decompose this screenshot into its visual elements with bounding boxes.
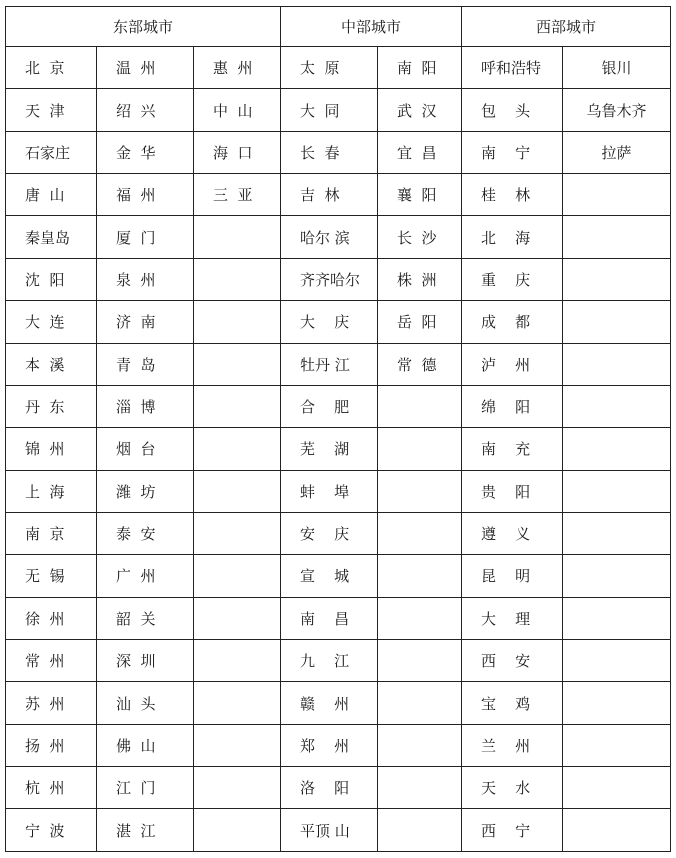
table-cell-west-col-2: [563, 555, 671, 597]
table-cell-central-col-1: 合 肥: [281, 386, 378, 428]
table-cell-central-col-2: [378, 471, 462, 513]
table-cell-central-col-2: 常 德: [378, 344, 462, 386]
table-cell-east-col-3: [194, 725, 281, 767]
table-cell-central-col-1: 长 春: [281, 132, 378, 174]
table-cell-east-col-2: 温 州: [97, 47, 194, 89]
table-cell-central-col-1: 齐齐哈尔: [281, 259, 378, 301]
table-cell-east-col-1: 本 溪: [6, 344, 97, 386]
table-cell-central-col-1: 大 庆: [281, 301, 378, 343]
table-cell-west-col-2: [563, 216, 671, 258]
table-cell-west-col-1: 昆 明: [462, 555, 563, 597]
table-cell-east-col-3: [194, 301, 281, 343]
table-cell-west-col-1: 绵 阳: [462, 386, 563, 428]
table-cell-west-col-2: [563, 725, 671, 767]
table-cell-central-col-2: [378, 598, 462, 640]
table-cell-east-col-2: 泰 安: [97, 513, 194, 555]
table-cell-central-col-1: 吉 林: [281, 174, 378, 216]
table-cell-central-col-1: 宣 城: [281, 555, 378, 597]
table-cell-central-col-1: 平顶 山: [281, 809, 378, 851]
table-cell-east-col-1: 石家庄: [6, 132, 97, 174]
table-cell-central-col-2: [378, 386, 462, 428]
header-west-cities: 西部城市: [462, 7, 671, 47]
table-cell-central-col-1: 郑 州: [281, 725, 378, 767]
table-cell-east-col-3: [194, 386, 281, 428]
table-cell-central-col-2: 株 洲: [378, 259, 462, 301]
table-cell-central-col-1: 九 江: [281, 640, 378, 682]
table-cell-central-col-2: [378, 767, 462, 809]
table-cell-east-col-3: 三 亚: [194, 174, 281, 216]
table-cell-west-col-1: 桂 林: [462, 174, 563, 216]
table-cell-west-col-2: [563, 598, 671, 640]
table-cell-east-col-3: [194, 682, 281, 724]
table-cell-west-col-2: 乌鲁木齐: [563, 89, 671, 131]
table-cell-west-col-1: 兰 州: [462, 725, 563, 767]
table-cell-west-col-1: 南 充: [462, 428, 563, 470]
table-cell-west-col-1: 重 庆: [462, 259, 563, 301]
table-cell-east-col-1: 上 海: [6, 471, 97, 513]
table-cell-west-col-2: [563, 767, 671, 809]
table-cell-east-col-2: 湛 江: [97, 809, 194, 851]
table-cell-east-col-3: [194, 555, 281, 597]
table-cell-central-col-1: 大 同: [281, 89, 378, 131]
table-cell-east-col-2: 金 华: [97, 132, 194, 174]
table-cell-east-col-3: [194, 344, 281, 386]
table-cell-west-col-2: [563, 301, 671, 343]
table-cell-east-col-3: 中 山: [194, 89, 281, 131]
table-cell-east-col-2: 济 南: [97, 301, 194, 343]
table-cell-east-col-2: 韶 关: [97, 598, 194, 640]
table-cell-central-col-2: [378, 682, 462, 724]
table-cell-central-col-2: 南 阳: [378, 47, 462, 89]
table-cell-east-col-1: 苏 州: [6, 682, 97, 724]
table-cell-central-col-1: 洛 阳: [281, 767, 378, 809]
table-cell-east-col-2: 深 圳: [97, 640, 194, 682]
table-cell-west-col-2: [563, 386, 671, 428]
table-cell-central-col-2: [378, 809, 462, 851]
table-cell-central-col-2: 宜 昌: [378, 132, 462, 174]
table-cell-central-col-1: 太 原: [281, 47, 378, 89]
table-cell-west-col-1: 宝 鸡: [462, 682, 563, 724]
table-cell-central-col-1: 安 庆: [281, 513, 378, 555]
table-cell-central-col-1: 蚌 埠: [281, 471, 378, 513]
table-cell-west-col-2: [563, 428, 671, 470]
table-cell-central-col-1: 南 昌: [281, 598, 378, 640]
table-cell-central-col-2: 长 沙: [378, 216, 462, 258]
table-cell-west-col-2: 银川: [563, 47, 671, 89]
table-cell-central-col-1: 赣 州: [281, 682, 378, 724]
table-cell-east-col-1: 秦皇岛: [6, 216, 97, 258]
table-cell-west-col-2: [563, 174, 671, 216]
table-cell-east-col-3: [194, 259, 281, 301]
table-cell-east-col-1: 唐 山: [6, 174, 97, 216]
table-cell-central-col-2: 岳 阳: [378, 301, 462, 343]
table-cell-west-col-2: [563, 471, 671, 513]
table-cell-central-col-1: 哈尔 滨: [281, 216, 378, 258]
table-cell-east-col-1: 丹 东: [6, 386, 97, 428]
table-cell-east-col-1: 扬 州: [6, 725, 97, 767]
table-cell-east-col-3: [194, 428, 281, 470]
table-cell-west-col-1: 大 理: [462, 598, 563, 640]
table-cell-east-col-1: 宁 波: [6, 809, 97, 851]
city-table: [5, 6, 671, 852]
table-cell-west-col-2: [563, 640, 671, 682]
table-cell-east-col-2: 淄 博: [97, 386, 194, 428]
table-cell-east-col-2: 汕 头: [97, 682, 194, 724]
table-cell-west-col-2: [563, 809, 671, 851]
table-cell-central-col-2: [378, 513, 462, 555]
table-cell-central-col-2: 襄 阳: [378, 174, 462, 216]
table-cell-east-col-2: 泉 州: [97, 259, 194, 301]
table-cell-west-col-2: [563, 344, 671, 386]
table-cell-central-col-1: 牡丹 江: [281, 344, 378, 386]
table-cell-east-col-1: 锦 州: [6, 428, 97, 470]
table-cell-west-col-1: 北 海: [462, 216, 563, 258]
table-cell-west-col-1: 成 都: [462, 301, 563, 343]
table-cell-east-col-2: 烟 台: [97, 428, 194, 470]
table-cell-west-col-1: 贵 阳: [462, 471, 563, 513]
table-cell-west-col-2: [563, 259, 671, 301]
table-cell-central-col-2: [378, 428, 462, 470]
table-cell-central-col-1: 芜 湖: [281, 428, 378, 470]
table-cell-central-col-2: [378, 640, 462, 682]
table-cell-east-col-1: 天 津: [6, 89, 97, 131]
table-cell-west-col-1: 南 宁: [462, 132, 563, 174]
table-cell-east-col-3: [194, 767, 281, 809]
table-cell-east-col-3: [194, 640, 281, 682]
table-cell-east-col-2: 潍 坊: [97, 471, 194, 513]
table-cell-east-col-3: [194, 216, 281, 258]
table-cell-central-col-2: [378, 555, 462, 597]
table-cell-west-col-1: 西 安: [462, 640, 563, 682]
table-cell-east-col-1: 杭 州: [6, 767, 97, 809]
table-cell-east-col-2: 江 门: [97, 767, 194, 809]
table-cell-east-col-3: 惠 州: [194, 47, 281, 89]
table-cell-east-col-3: [194, 598, 281, 640]
table-cell-central-col-2: 武 汉: [378, 89, 462, 131]
table-cell-east-col-3: [194, 809, 281, 851]
table-cell-east-col-2: 青 岛: [97, 344, 194, 386]
table-cell-east-col-2: 广 州: [97, 555, 194, 597]
table-cell-west-col-1: 天 水: [462, 767, 563, 809]
table-cell-east-col-2: 绍 兴: [97, 89, 194, 131]
table-cell-west-col-1: 遵 义: [462, 513, 563, 555]
table-cell-east-col-3: [194, 471, 281, 513]
table-cell-west-col-2: [563, 513, 671, 555]
table-cell-east-col-1: 徐 州: [6, 598, 97, 640]
table-cell-east-col-2: 佛 山: [97, 725, 194, 767]
table-cell-west-col-1: 西 宁: [462, 809, 563, 851]
header-east-cities: 东部城市: [6, 7, 281, 47]
table-cell-east-col-3: [194, 513, 281, 555]
table-cell-west-col-1: 包 头: [462, 89, 563, 131]
header-central-cities: 中部城市: [281, 7, 462, 47]
table-cell-east-col-1: 常 州: [6, 640, 97, 682]
table-cell-east-col-1: 沈 阳: [6, 259, 97, 301]
table-cell-west-col-1: 呼和浩特: [462, 47, 563, 89]
table-cell-east-col-2: 厦 门: [97, 216, 194, 258]
table-cell-west-col-2: 拉萨: [563, 132, 671, 174]
table-cell-east-col-1: 大 连: [6, 301, 97, 343]
table-cell-east-col-3: 海 口: [194, 132, 281, 174]
table-cell-east-col-1: 南 京: [6, 513, 97, 555]
table-cell-central-col-2: [378, 725, 462, 767]
table-cell-west-col-2: [563, 682, 671, 724]
table-cell-east-col-1: 北 京: [6, 47, 97, 89]
table-cell-east-col-2: 福 州: [97, 174, 194, 216]
table-cell-west-col-1: 泸 州: [462, 344, 563, 386]
table-cell-east-col-1: 无 锡: [6, 555, 97, 597]
